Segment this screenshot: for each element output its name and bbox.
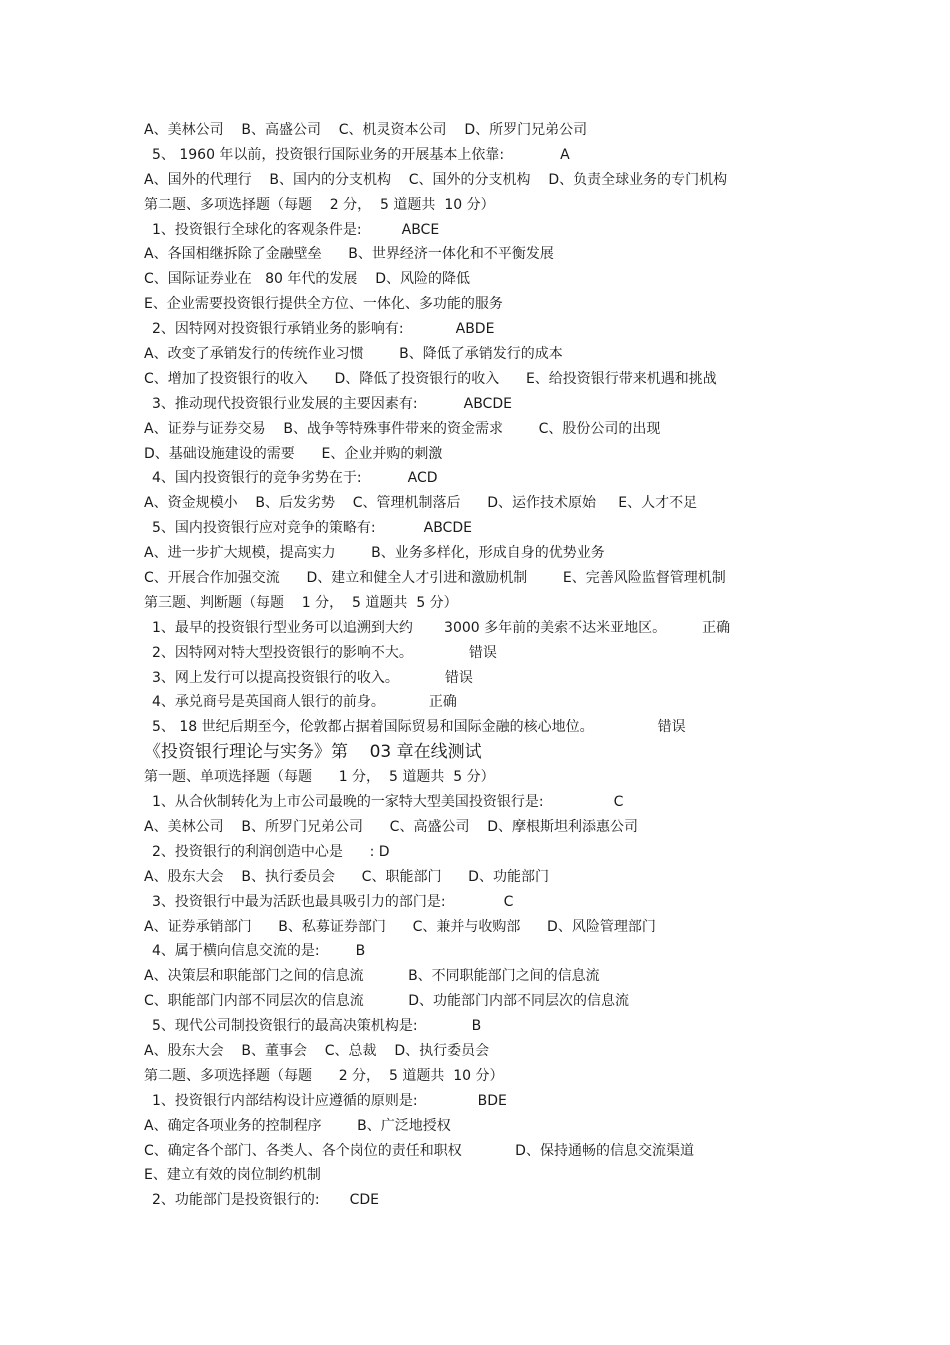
question-line: 5、现代公司制投资银行的最高决策机构是: B xyxy=(152,1018,482,1035)
answer: A xyxy=(560,146,570,163)
option-line: A、股东大会 B、执行委员会 C、职能部门 D、功能部门 xyxy=(144,868,549,885)
document-body xyxy=(144,118,844,1213)
option-line: A、各国相继拆除了金融壁垒 B、世界经济一体化和不平衡发展 xyxy=(144,246,554,263)
section-heading: 第三题、判断题（每题 1 分， 5 道题共 5 分） xyxy=(144,594,458,611)
question-line: 2、功能部门是投资银行的: CDE xyxy=(152,1192,380,1209)
section-heading: 第二题、多项选择题（每题 2 分， 5 道题共 10 分） xyxy=(144,196,495,213)
question-line: 1、投资银行全球化的客观条件是: ABCE xyxy=(152,221,440,238)
question-line: 4、承兑商号是英国商人银行的前身。 正确 xyxy=(152,694,457,711)
question-line: 5、 18 世纪后期至今，伦敦都占据着国际贸易和国际金融的核心地位。 错误 xyxy=(152,719,686,736)
option-line: A、美林公司 B、所罗门兄弟公司 C、高盛公司 D、摩根斯坦利添惠公司 xyxy=(144,818,639,835)
answer: 错误 xyxy=(444,669,473,686)
question-line: 3、投资银行中最为活跃也最具吸引力的部门是: C xyxy=(152,893,514,910)
section-heading: 第二题、多项选择题（每题 2 分， 5 道题共 10 分） xyxy=(144,1067,504,1084)
answer: ABCDE xyxy=(423,520,472,537)
option-line: C、国际证券业在 80 年代的发展 D、风险的降低 xyxy=(144,271,470,288)
answer: CDE xyxy=(349,1192,380,1209)
question-line: 1、投资银行内部结构设计应遵循的原则是: BDE xyxy=(152,1092,507,1109)
question-line: 2、投资银行的利润创造中心是 : D xyxy=(152,843,390,860)
answer: B xyxy=(355,943,366,960)
option-line: A、证券承销部门 B、私募证券部门 C、兼并与收购部 D、风险管理部门 xyxy=(144,918,656,935)
option-line: A、进一步扩大规模，提高实力 B、业务多样化，形成自身的优势业务 xyxy=(144,545,605,562)
option-line: A、改变了承销发行的传统作业习惯 B、降低了承销发行的成本 xyxy=(144,346,563,363)
answer: B xyxy=(471,1018,482,1035)
answer: 错误 xyxy=(657,719,686,736)
option-line: A、决策层和职能部门之间的信息流 B、不同职能部门之间的信息流 xyxy=(144,968,600,985)
option-line: A、国外的代理行 B、国内的分支机构 C、国外的分支机构 D、负责全球业务的专门机构 xyxy=(144,171,728,188)
answer: 正确 xyxy=(428,694,457,711)
option-line: C、职能部门内部不同层次的信息流 D、功能部门内部不同层次的信息流 xyxy=(144,993,630,1010)
question-line: 2、因特网对投资银行承销业务的影响有: ABDE xyxy=(152,321,495,338)
answer: BDE xyxy=(477,1092,507,1109)
answer: 错误 xyxy=(468,644,497,661)
question-line: 4、国内投资银行的竞争劣势在于: ACD xyxy=(152,470,438,487)
option-line: A、确定各项业务的控制程序 B、广泛地授权 xyxy=(144,1117,451,1134)
option-line: A、证券与证券交易 B、战争等特殊事件带来的资金需求 C、股份公司的出现 xyxy=(144,420,661,437)
answer: ABCE xyxy=(401,221,440,238)
question-line: 1、最早的投资银行型业务可以追溯到大约 3000 多年前的美索不达米亚地区。 正确 xyxy=(152,619,731,636)
section-heading: 第一题、单项选择题（每题 1 分， 5 道题共 5 分） xyxy=(144,769,495,786)
question-line: 5、 1960 年以前，投资银行国际业务的开展基本上依靠: A xyxy=(152,146,570,163)
option-line: D、基础设施建设的需要 E、企业并购的刺激 xyxy=(144,445,443,462)
option-line: E、企业需要投资银行提供全方位、一体化、多功能的服务 xyxy=(144,296,503,313)
answer: ABCDE xyxy=(463,395,512,412)
question-line: 1、从合伙制转化为上市公司最晚的一家特大型美国投资银行是: C xyxy=(152,794,624,811)
question-line: 3、推动现代投资银行业发展的主要因素有: ABCDE xyxy=(152,395,512,412)
answer: ACD xyxy=(407,470,438,487)
option-line: E、建立有效的岗位制约机制 xyxy=(144,1167,321,1184)
option-line: A、股东大会 B、董事会 C、总裁 D、执行委员会 xyxy=(144,1042,490,1059)
question-line: 2、因特网对特大型投资银行的影响不大。 错误 xyxy=(152,644,497,661)
answer: C xyxy=(503,893,514,910)
option-line: A、美林公司 B、高盛公司 C、机灵资本公司 D、所罗门兄弟公司 xyxy=(144,122,588,138)
chapter-title: 《投资银行理论与实务》第 03 章在线测试 xyxy=(144,742,482,763)
question-line: 4、属于横向信息交流的是: B xyxy=(152,943,366,960)
option-line: A、资金规模小 B、后发劣势 C、管理机制落后 D、运作技术原始 E、人才不足 xyxy=(144,495,698,512)
option-line: C、开展合作加强交流 D、建立和健全人才引进和激励机制 E、完善风险监督管理机制 xyxy=(144,570,726,587)
answer: C xyxy=(613,794,624,811)
option-line: C、确定各个部门、各类人、各个岗位的责任和职权 D、保持通畅的信息交流渠道 xyxy=(144,1142,694,1159)
answer: 正确 xyxy=(702,619,731,636)
question-line: 5、国内投资银行应对竞争的策略有: ABCDE xyxy=(152,520,472,537)
question-line: 3、网上发行可以提高投资银行的收入。 错误 xyxy=(152,669,473,686)
option-line: C、增加了投资银行的收入 D、降低了投资银行的收入 E、给投资银行带来机遇和挑战 xyxy=(144,370,717,387)
answer: ABDE xyxy=(455,321,495,338)
